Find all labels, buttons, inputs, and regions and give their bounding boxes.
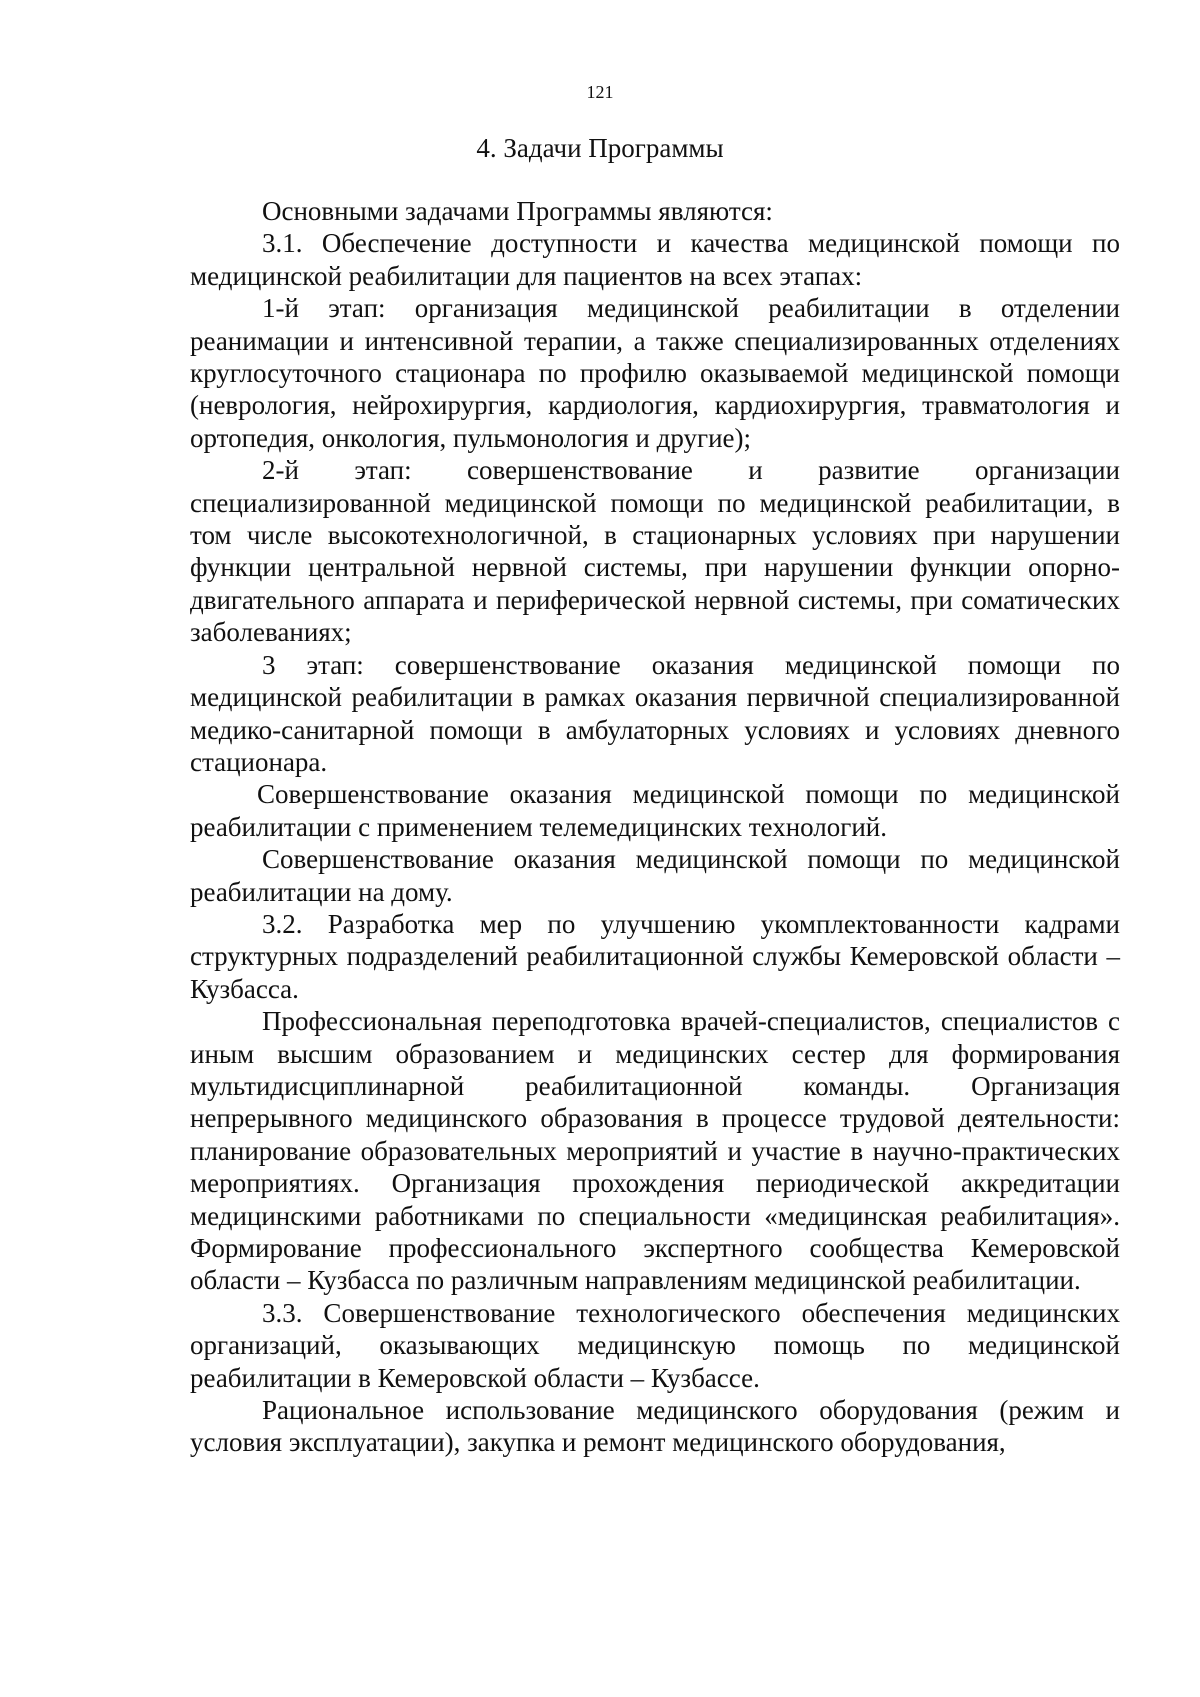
paragraph-equipment: Рациональное использование медицинского оборудования (режим и условия эксплуатации), закупка и ремонт медицинского оборудования, <box>190 1395 1120 1458</box>
page-number: 121 <box>586 82 614 102</box>
paragraph-task-3-2: 3.2. Разработка мер по улучшению укомплектованности кадрами структурных подразделений реабилитационной службы Кемеровской области – Кузбасса. <box>190 908 1120 1004</box>
paragraph-home-care: Совершенствование оказания медицинской помощи по медицинской реабилитации на дому. <box>190 844 1120 907</box>
paragraph-stage-3: 3 этап: совершенствование оказания медицинской помощи по медицинской реабилитации в рамках оказания первичной специализированной медико-санитарной помощи в амбулаторных условиях и условиях дневного стационара. <box>190 649 1120 777</box>
paragraph-task-3-3: 3.3. Совершенствование технологического обеспечения медицинских организаций, оказывающих медицинскую помощь по медицинской реабилитации в Кемеровской области – Кузбассе. <box>190 1297 1120 1393</box>
paragraph-professional-training: Профессиональная переподготовка врачей-специалистов, специалистов с иным высшим образованием и медицинских сестер для формирования мультидисциплинарной реабилитационной команды. Организация непрерывного медицинского образования в процессе трудовой деятельности: планирование образовательных мероприятий и участие в научно-практических мероприятиях. Организация прохождения периодической аккредитации медицинскими работниками по специальности «медицинская реабилитация». Формирование профессионального экспертного сообщества Кемеровской области – Кузбасса по различным направлениям медицинской реабилитации. <box>190 1006 1120 1296</box>
paragraph-task-3-1: 3.1. Обеспечение доступности и качества медицинской помощи по медицинской реабилитации для пациентов на всех этапах: <box>190 228 1120 291</box>
document-body <box>190 195 1120 1459</box>
paragraph-stage-2: 2-й этап: совершенствование и развитие организации специализированной медицинской помощи по медицинской реабилитации, в том числе высокотехнологичной, в стационарных условиях при нарушении функции центральной нервной системы, при нарушении функции опорно-двигательного аппарата и периферической нервной системы, при соматических заболеваниях; <box>190 455 1120 648</box>
paragraph-telemedicine: Совершенствование оказания медицинской помощи по медицинской реабилитации с применением телемедицинских технологий. <box>190 779 1120 842</box>
paragraph-intro: Основными задачами Программы являются: <box>262 196 773 226</box>
section-heading: 4. Задачи Программы <box>476 133 724 163</box>
paragraph-stage-1: 1-й этап: организация медицинской реабилитации в отделении реанимации и интенсивной терапии, а также специализированных отделениях круглосуточного стационара по профилю оказываемой медицинской помощи (неврология, нейрохирургия, кардиология, кардиохирургия, травматология и ортопедия, онкология, пульмонология и другие); <box>190 293 1120 453</box>
